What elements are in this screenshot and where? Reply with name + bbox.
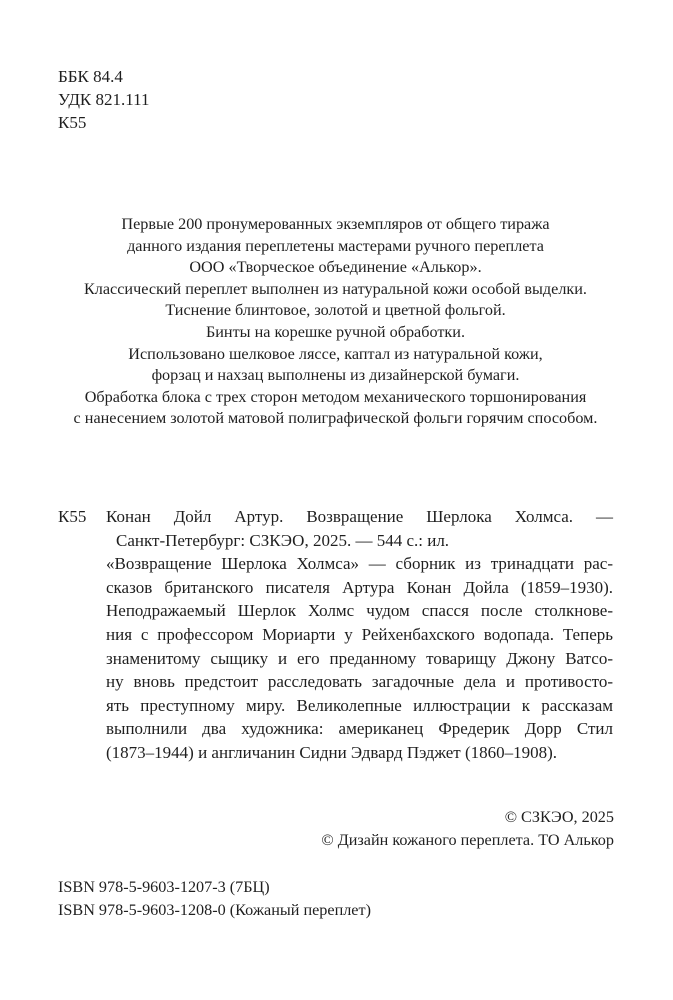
author-mark: К55 [58, 113, 87, 132]
annotation-line: «Возвращение Шерлока Холмса» — сборник из тринадцати рас- [106, 554, 613, 574]
notice-line: Классический переплет выполнен из натуральной кожи особой выделки. [84, 279, 587, 298]
catalog-entry [58, 505, 613, 765]
annotation-line: ния с профессором Мориарти у Рейхенбахского водопада. Теперь [106, 624, 613, 644]
copyright-block [321, 806, 614, 852]
notice-line: Бинты на корешке ручной обработки. [205, 322, 466, 341]
annotation-line: знаменитому сыщику и его преданному товарищу Джону Ватсо- [106, 648, 613, 668]
notice-line: Первые 200 пронумерованных экземпляров от общего тиража [121, 215, 550, 233]
notice-line: форзац и нахзац выполнены из дизайнерской бумаги. [151, 366, 520, 385]
entry-publication: Санкт-Петербург: СЗКЭО, 2025. — 544 с.: ил. [116, 530, 450, 550]
notice-line: Использовано шелковое ляссе, каптал из натуральной кожи, [128, 344, 543, 363]
edition-notice [58, 214, 613, 430]
copyright-binding-design: © Дизайн кожаного переплета. ТО Алькор [321, 831, 614, 849]
notice-line: данного издания переплетены мастерами ручного переплета [127, 236, 544, 255]
classification-codes [58, 65, 150, 134]
annotation-line: (1873–1944) и англичанин Сидни Эдвард Пэджет (1860–1908). [106, 742, 558, 762]
isbn-standard: ISBN 978-5-9603-1207-3 (7БЦ) [58, 878, 270, 896]
notice-line: Обработка блока с трех сторон методом механического торшонирования [84, 387, 587, 406]
annotation-line: Неподражаемый Шерлок Холмс чудом спасся после столкнове- [106, 601, 613, 621]
entry-heading: Конан Дойл Артур. Возвращение Шерлока Холмса. — [106, 507, 613, 526]
isbn-leather: ISBN 978-5-9603-1208-0 (Кожаный переплет) [58, 901, 371, 919]
annotation-line: выполнили два художника: американец Фредерик Дорр Стил [106, 719, 613, 739]
udk-code: УДК 821.111 [58, 90, 150, 109]
entry-code: К55 [58, 507, 87, 526]
annotation-line: ять преступному миру. Великолепные иллюстрации к рассказам [106, 695, 613, 715]
copyright-publisher: © СЗКЭО, 2025 [504, 808, 614, 826]
annotation-line: сказов британского писателя Артура Конан Дойла (1859–1930). [106, 577, 613, 597]
annotation-line: ну вновь предстоит расследовать загадочные дела и противосто- [106, 672, 613, 692]
notice-line: с нанесением золотой матовой полиграфической фольги горячим способом. [73, 409, 598, 428]
notice-line: ООО «Творческое объединение «Алькор». [189, 258, 482, 277]
bbk-code: ББК 84.4 [58, 67, 123, 86]
isbn-block [58, 876, 371, 922]
notice-line: Тиснение блинтовое, золотой и цветной фольгой. [165, 301, 506, 320]
